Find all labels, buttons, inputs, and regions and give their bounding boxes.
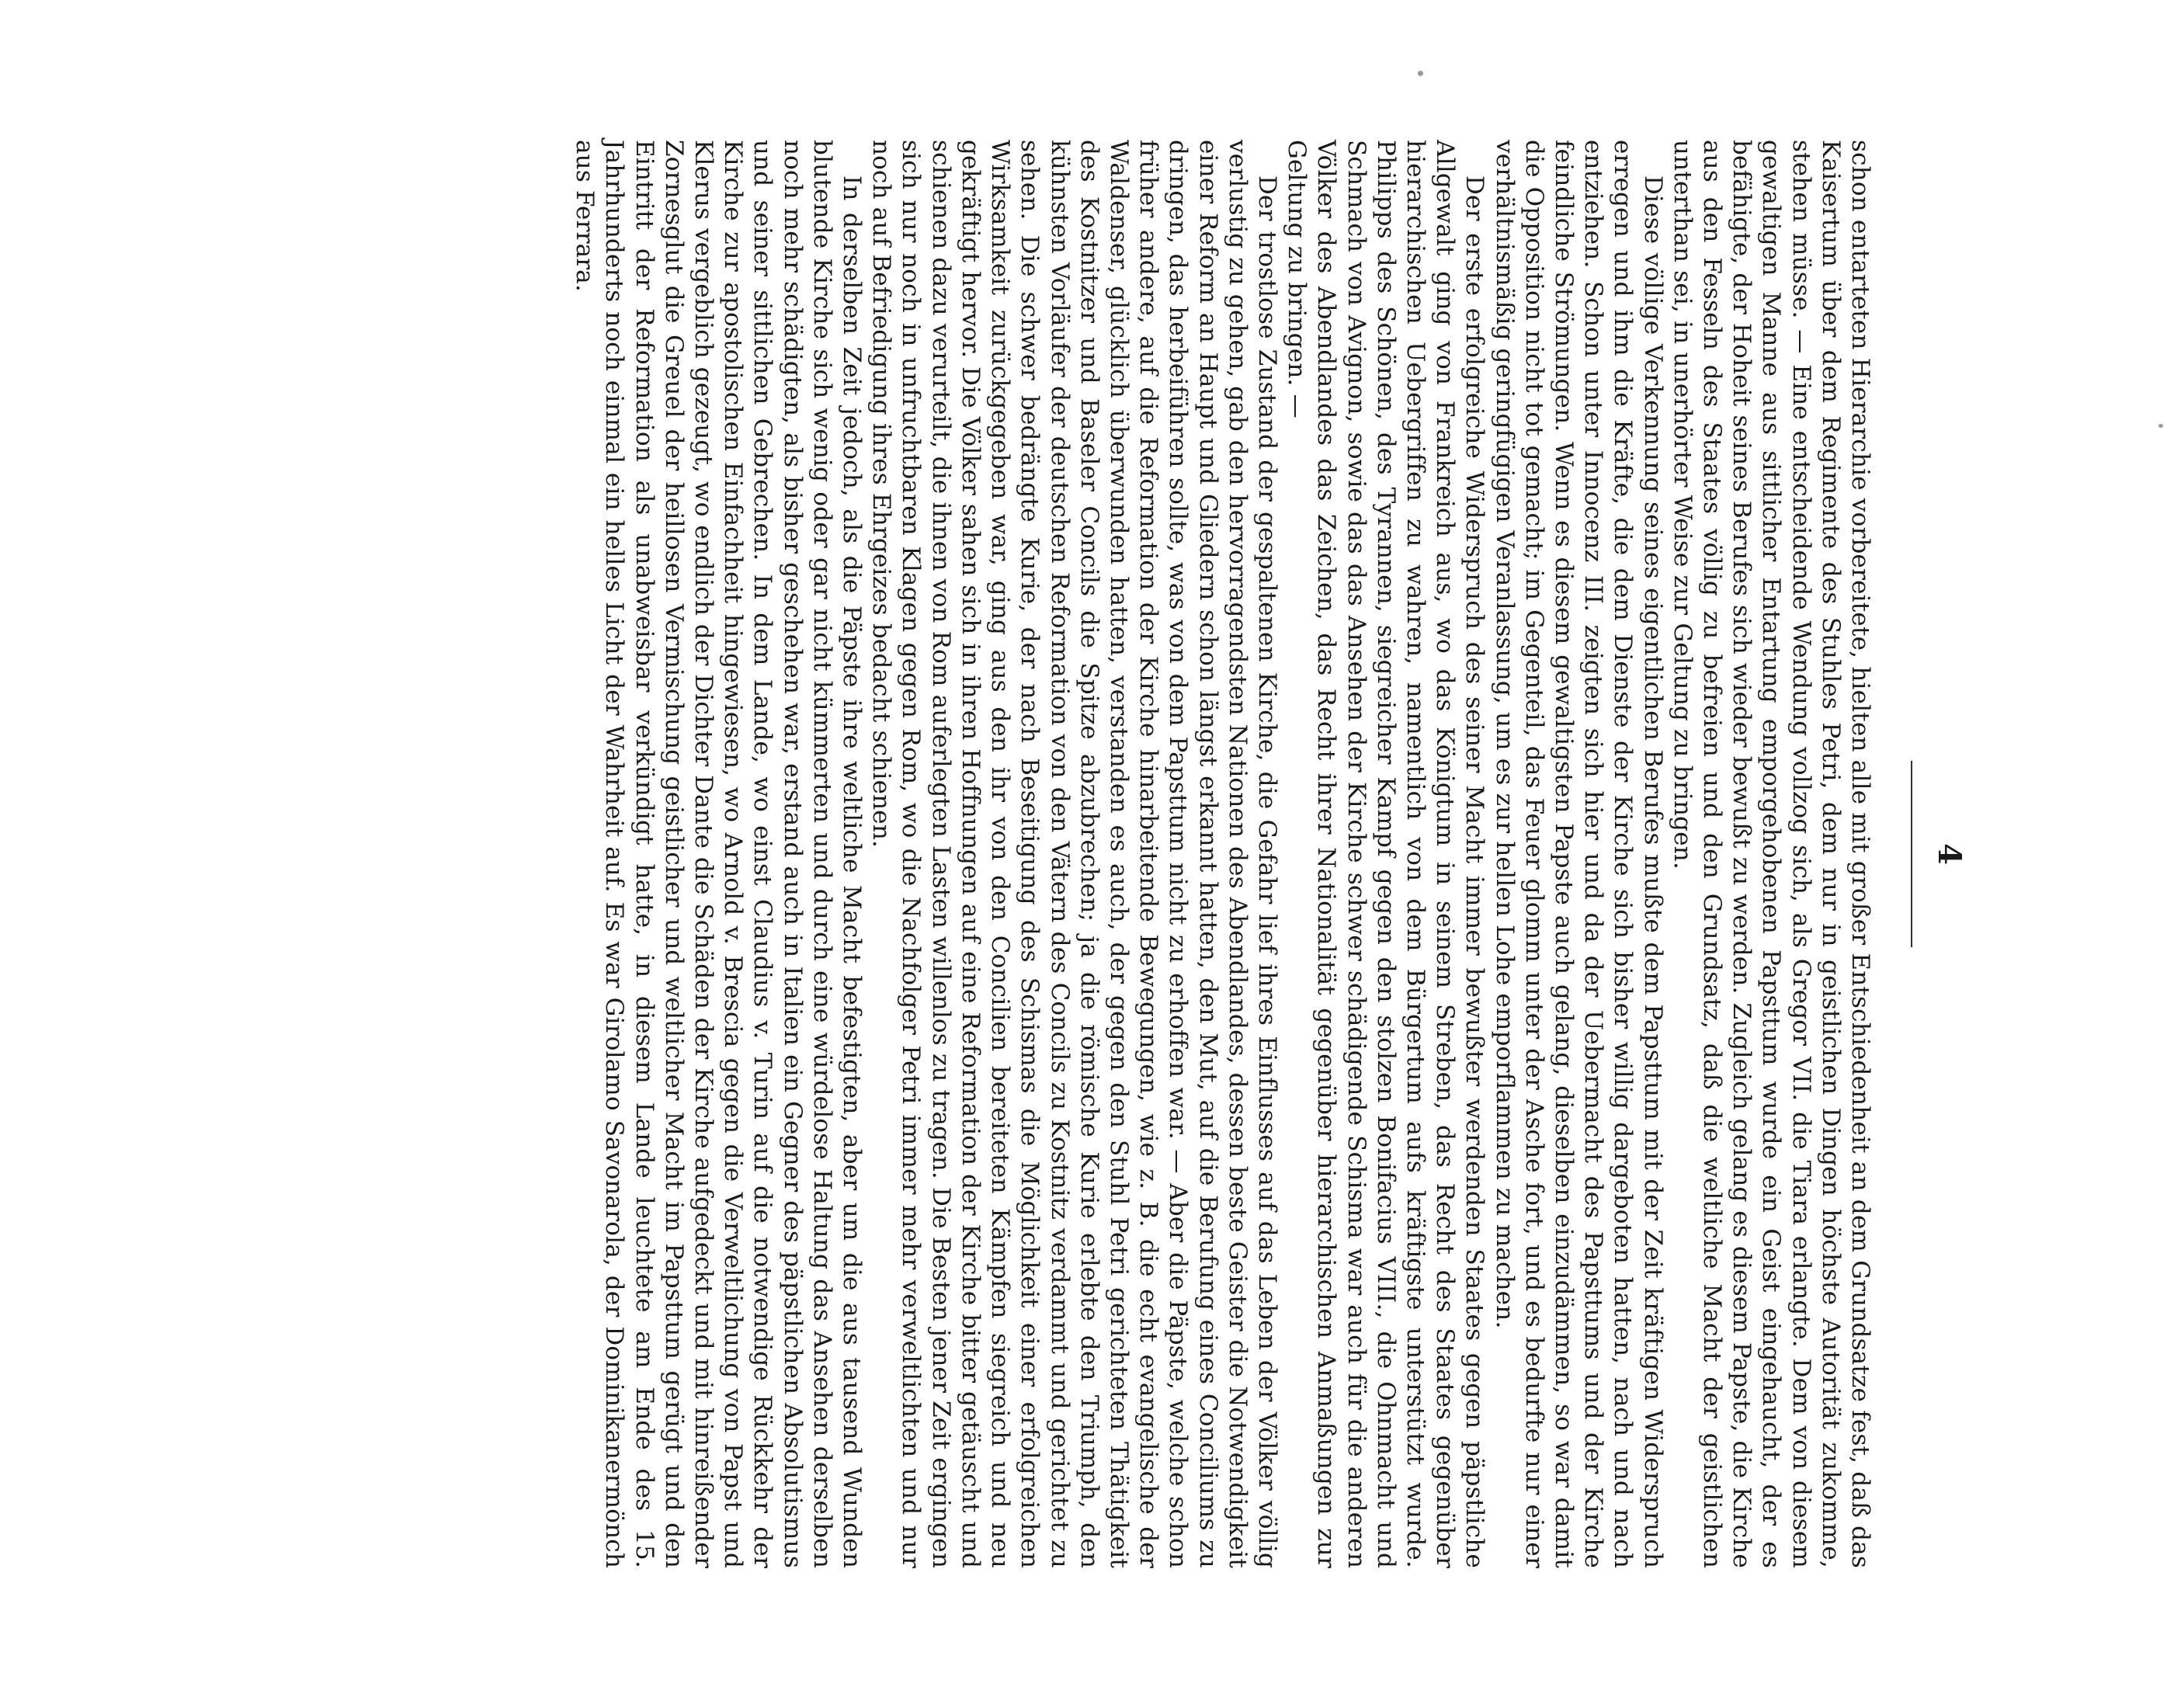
paragraph-5: In derselben Zeit jedoch, als die Päpste ihre weltliche Macht befestigten, aber um die aus tausend Wunden blutende Kirche sich wenig oder gar nicht kümmerten und durch eine würdelose Haltung das Ansehen derselben noch mehr schädigten, als bisher geschehen war, erstand auch in Italien ein Gegner des päpstlichen Absolutismus und seiner sittlichen Gebrechen. In dem Lande, wo einst Claudius v. Turin auf die notwendige Rückkehr der Kirche zur apostolischen Einfachheit hingewiesen, wo Arnold v. Brescia gegen die Verweltlichung von Papst und Klerus vergeblich gezeugt, wo endlich der Dichter Dante die Schäden der Kirche aufgedeckt und mit hinreißender Zornesglut die Greuel der heillosen Vermischung geistlicher und weltlicher Macht im Papsttum gerügt und den Eintritt der Reformation als unabweisbar verkündigt hatte, in diesem Lande leuchtete am Ende des 15. Jahrhunderts noch einmal ein helles Licht der Wahrheit auf. Es war Girolamo Savonarola, der Dominikanermönch aus Ferrara. bbox=[571, 140, 866, 1568]
rotated-text-block bbox=[206, 140, 1968, 1568]
ink-speck bbox=[2158, 424, 2163, 428]
paragraph-3: Der erste erfolgreiche Widerspruch des seiner Macht immer bewußter werdenden Staates gegen päpstliche Allgewalt ging von Frankreich aus, wo das Königtum in seinem Streben, das Recht des Staates gegenüber hierarchischen Uebergriffen zu wahren, namentlich von dem Bürgertum aufs kräftigste unterstützt wurde. Philipps des Schönen, des Tyrannen, siegreicher Kampf gegen den stolzen Bonifacius VIII., die Ohnmacht und Schmach von Avignon, sowie das das Ansehen der Kirche schwer schädigende Schisma war auch für die anderen Völker des Abendlandes das Zeichen, das Recht ihrer Nationalität gegenüber hierarchischen Anmaßungen zur Geltung zu bringen. — bbox=[1283, 140, 1489, 1568]
ink-speck bbox=[1418, 71, 1423, 76]
header-rule bbox=[1911, 761, 1912, 947]
body-text bbox=[570, 140, 1875, 1568]
paragraph-2: Diese völlige Verkennung seines eigentlichen Berufes mußte dem Papsttum mit der Zeit kräftigen Widerspruch erregen und ihm die Kräfte, die dem Dienste der Kirche sich bisher willig dargeboten hatten, nach und nach entziehen. Schon unter Innocenz III. zeigten sich hier und da der Uebermacht des Papsttums und der Kirche feindliche Strömungen. Wenn es diesem gewaltigsten Papste auch gelang, dieselben einzudämmen, so war damit die Opposition nicht tot gemacht; im Gegenteil, das Feuer glomm unter der Asche fort, und es bedurfte nur einer verhältnismäßig geringfügigen Veranlassung, um es zur hellen Lohe emporflammen zu machen. bbox=[1490, 140, 1667, 1568]
page-number: 4 bbox=[1931, 843, 1967, 865]
paragraph-1: schon entarteten Hierarchie vorbereitete, hielten alle mit großer Entschiedenheit an dem Grundsatze fest, daß das Kaisertum über dem Regimente des Stuhles Petri, dem nur in geistlichen Dingen höchste Autorität zukomme, stehen müsse. — Eine entscheidende Wendung vollzog sich, als Gregor VII. die Tiara erlangte. Dem von diesem gewaltigen Manne aus sittlicher Entartung emporgehobenen Papsttum wurde ein Geist eingehaucht, der es befähigte, der Hoheit seines Berufes sich wieder bewußt zu werden. Zugleich gelang es diesem Papste, die Kirche aus den Fesseln des Staates völlig zu befreien und den Grundsatz, daß die weltliche Macht der geistlichen unterthan sei, in unerhörter Weise zur Geltung zu bringen. bbox=[1668, 140, 1874, 1568]
paragraph-4: Der trostlose Zustand der gespaltenen Kirche, die Gefahr lief ihres Einflusses auf das Leben der Völker völlig verlustig zu gehen, gab den hervorragendsten Nationen des Abendlandes, dessen beste Geister die Notwendigkeit einer Reform an Haupt und Gliedern schon längst erkannt hatten, den Mut, auf die Berufung eines Conciliums zu dringen, das herbeiführen sollte, was von dem Papsttum nicht zu erhoffen war. — Aber die Päpste, welche schon früher andere, auf die Reformation der Kirche hinarbeitende Bewegungen, wie z. B. die echt evangelische der Waldenser, glücklich überwunden hatten, verstanden es auch, der gegen den Stuhl Petri gerichteten Thätigkeit des Kostnitzer und Baseler Concils die Spitze abzubrechen; ja die römische Kurie erlebte den Triumph, den kühnsten Vorläufer der deutschen Reformation von den Vätern des Concils zu Kostnitz verdammt und gerichtet zu sehen. Die schwer bedrängte Kurie, der nach Beseitigung des Schismas die Möglichkeit einer erfolgreichen Wirksamkeit zurückgegeben war, ging aus den ihr von den Concilien bereiteten Kämpfen siegreich und neu gekräftigt hervor. Die Völker sahen sich in ihren Hoffnungen auf eine Reformation der Kirche bitter getäuscht und schienen dazu verurteilt, die ihnen von Rom auferlegten Lasten willenlos zu tragen. Die Besten jener Zeit ergingen sich nur noch in unfruchtbaren Klagen gegen Rom, wo die Nachfolger Petri immer mehr verweltlichten und nur noch auf Befriedigung ihres Ehrgeizes bedacht schienen. bbox=[867, 140, 1281, 1568]
